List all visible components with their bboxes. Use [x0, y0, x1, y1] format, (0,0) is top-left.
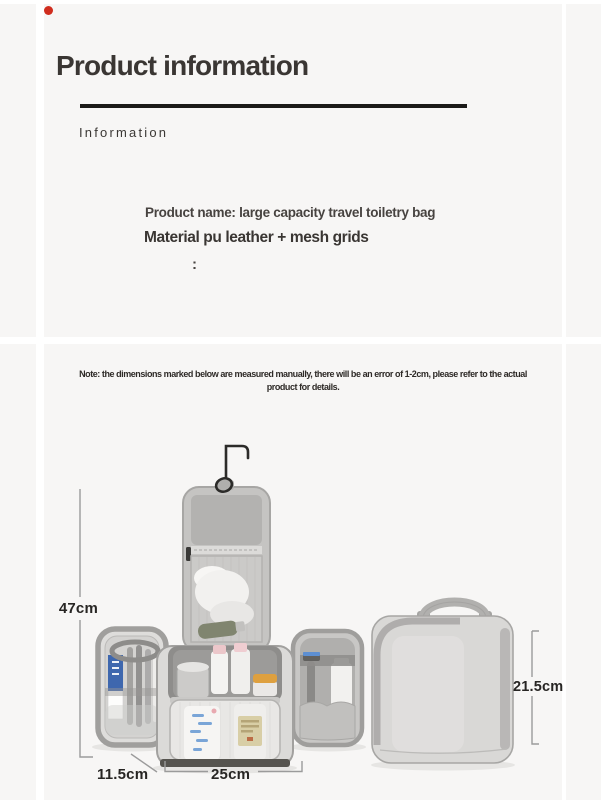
note-line-1: Note: the dimensions marked below are measured manually, there will be an error of 1-2cm, please refer to the actual	[79, 369, 527, 379]
closed-toiletry-bag	[372, 602, 513, 763]
measure-label-height-right: 21.5cm	[513, 679, 564, 695]
small-accessory-pouch	[293, 631, 362, 745]
measure-label-height-left: 47cm	[58, 600, 98, 617]
measure-label-width-small: 11.5cm	[97, 766, 149, 783]
left-clear-pouch	[98, 629, 166, 745]
page-title: Product information	[56, 50, 309, 81]
open-toiletry-bag	[157, 643, 293, 767]
material-text: Material pu leather + mesh grids	[144, 229, 369, 246]
note-line-2: product for details.	[266, 382, 340, 392]
hanging-organizer-flap	[183, 480, 270, 652]
measure-line-47cm-bottom	[80, 620, 93, 757]
colon-text: :	[192, 256, 197, 273]
product-name-text: Product name: large capacity travel toiletry bag	[145, 205, 436, 220]
measure-label-width-main: 25cm	[211, 766, 251, 783]
section-label: Information	[79, 125, 169, 140]
